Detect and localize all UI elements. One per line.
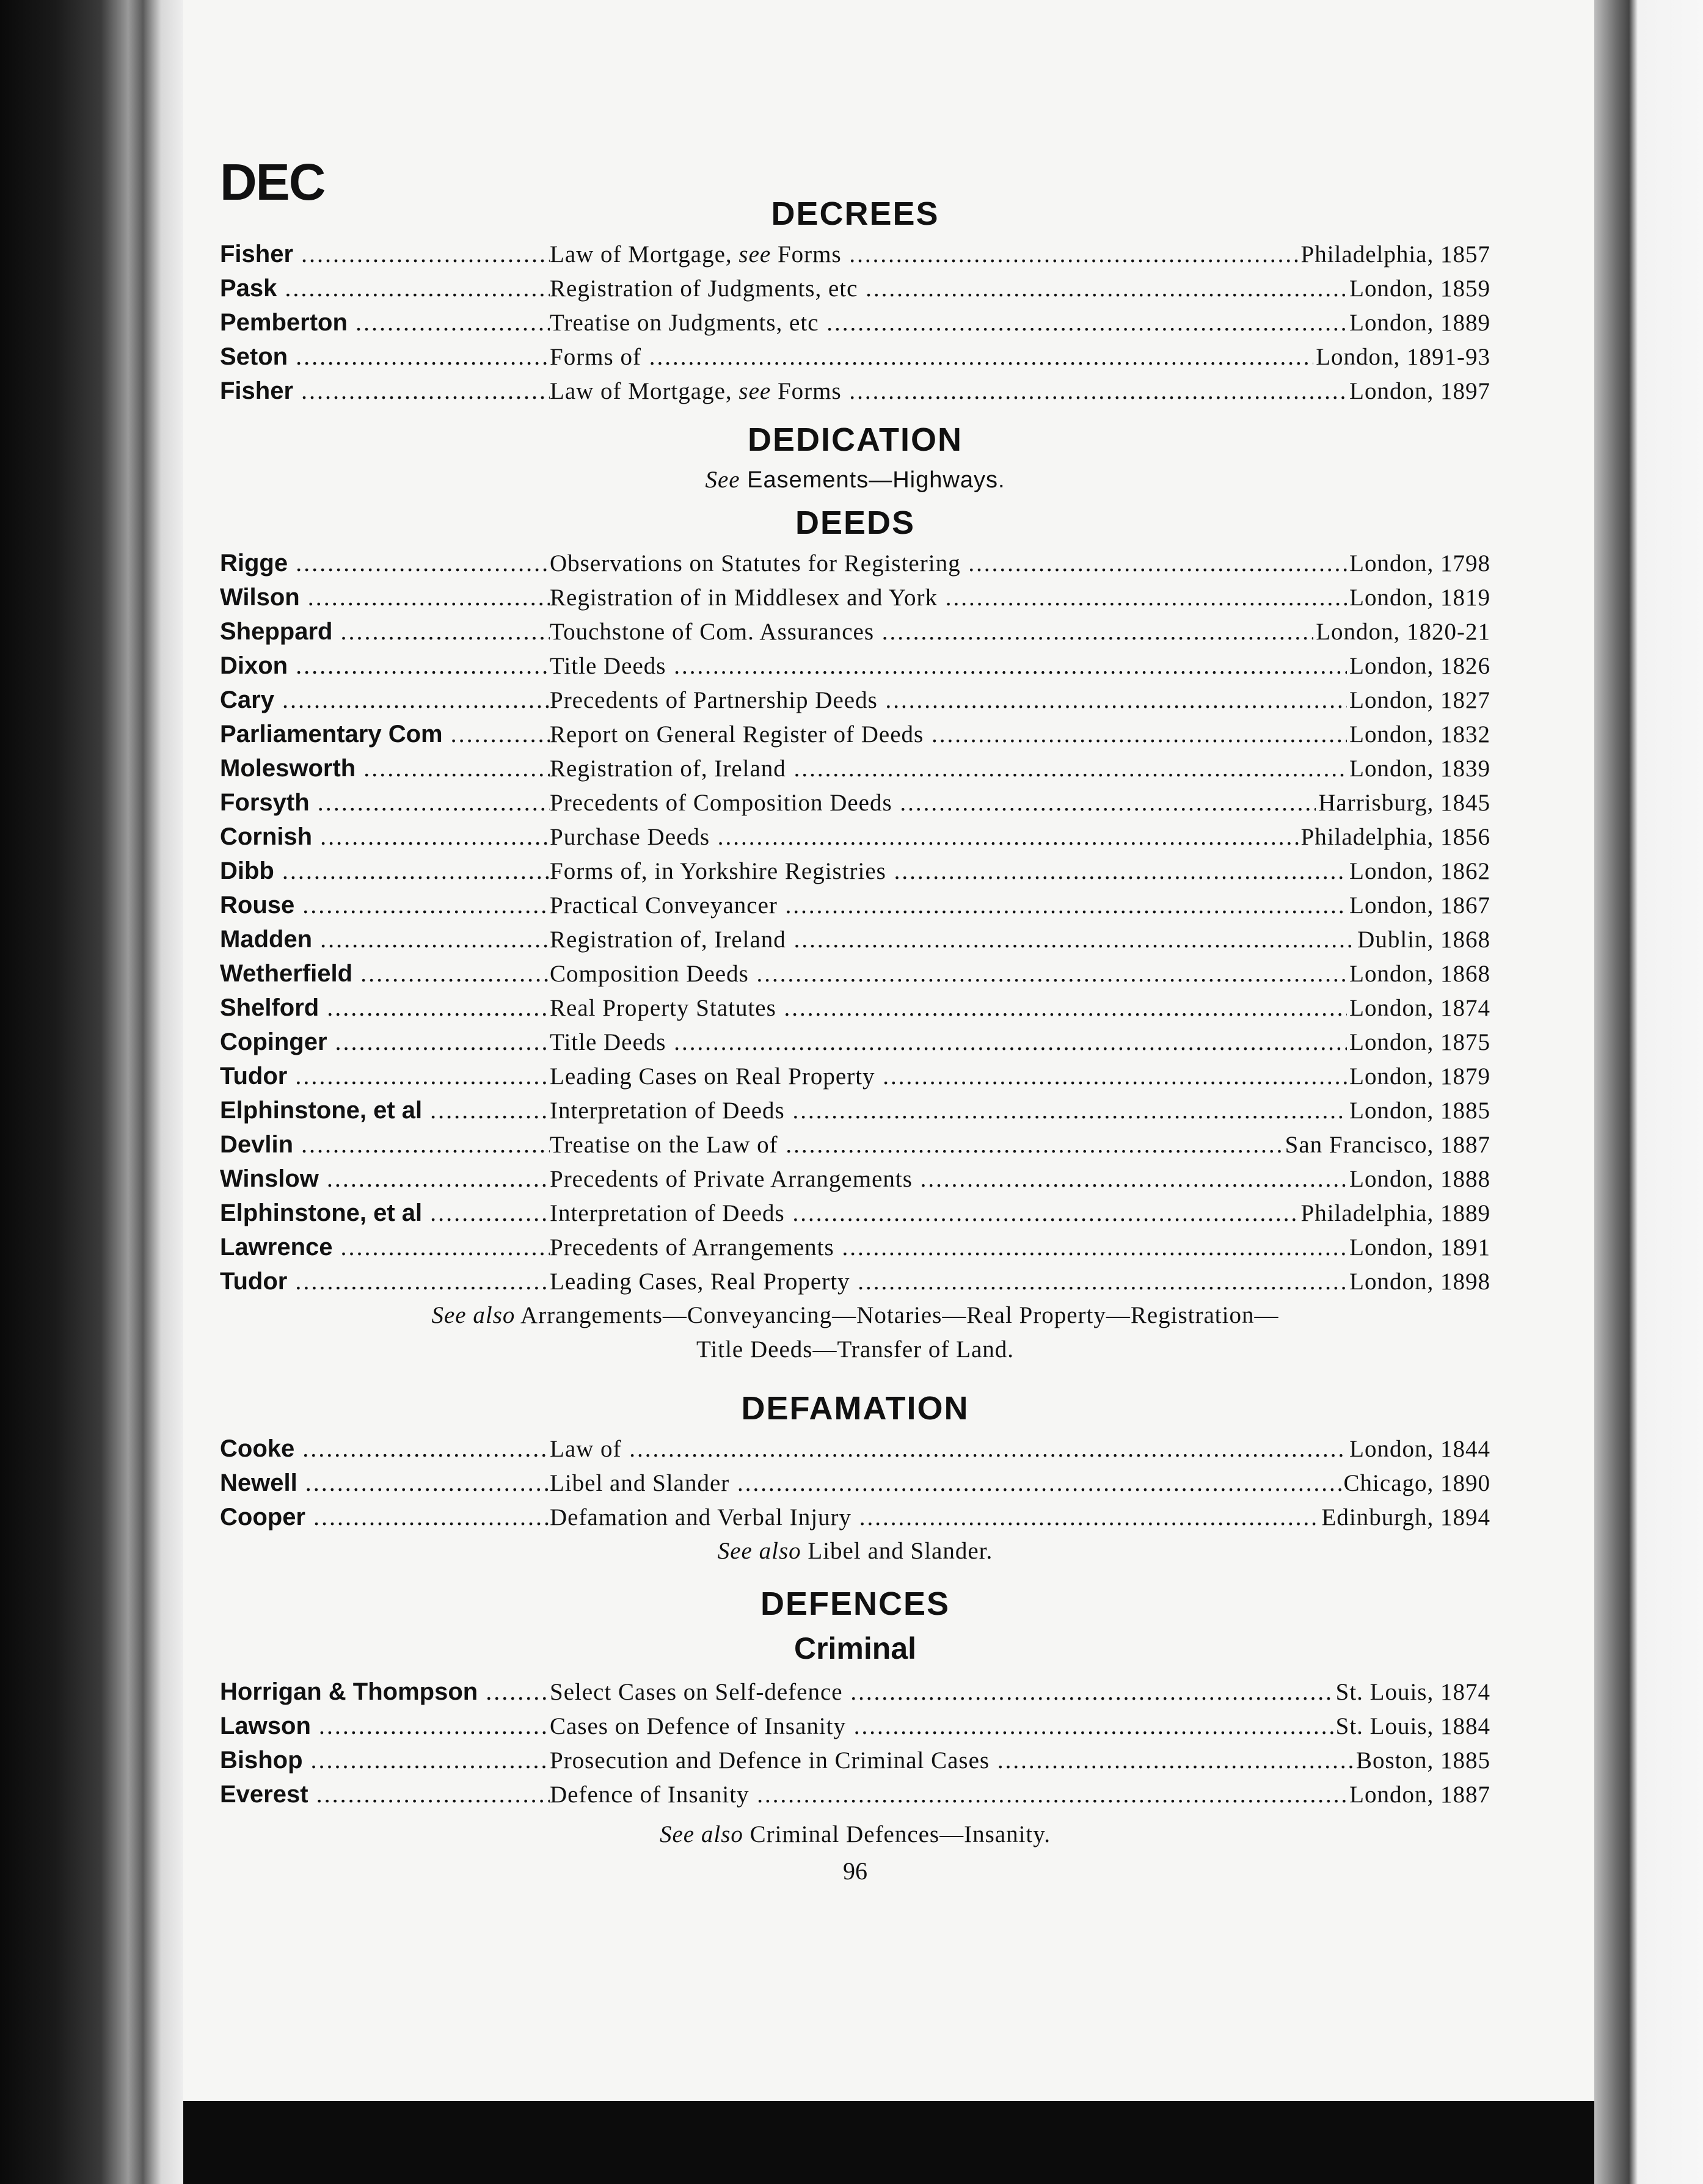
see-label: See also: [660, 1821, 743, 1847]
decrees-list: [220, 237, 1490, 408]
see-text: Arrangements—Conveyancing—Notaries—Real Property—Registration—: [515, 1302, 1279, 1328]
entry-title: Treatise on the Law of .....: [550, 1128, 1283, 1162]
entry-row: [220, 751, 1490, 785]
entry-row: [220, 546, 1490, 580]
entry-title: Precedents of Private Arrangements .....: [550, 1162, 1347, 1196]
entry-title: Practical Conveyancer .....: [550, 889, 1347, 923]
entry-title: Cases on Defence of Insanity .....: [550, 1709, 1333, 1744]
entry-author: Wilson .....: [220, 580, 550, 614]
entry-author: Cornish .....: [220, 820, 550, 854]
entry-row: [220, 1059, 1490, 1093]
see-label: See also: [717, 1538, 801, 1564]
entry-place-year: London, 1897: [1349, 378, 1490, 404]
entry-author: Seton .....: [220, 340, 550, 374]
entry-row: [220, 1025, 1490, 1059]
defamation-see: [220, 1534, 1490, 1568]
entry-place-year: London, 1844: [1349, 1436, 1490, 1462]
entry-author: Tudor .....: [220, 1059, 550, 1093]
section-title-dedication: DEDICATION: [748, 421, 963, 458]
entry-author: Molesworth .....: [220, 751, 550, 785]
see-text: Easements—Highways.: [740, 467, 1005, 493]
entry-author: Pask .....: [220, 271, 550, 305]
entry-title: Precedents of Arrangements .....: [550, 1231, 1347, 1265]
entry-author: Fisher .....: [220, 237, 550, 271]
page-content: [220, 153, 1490, 1888]
entry-title: Law of Mortgage, see Forms .....: [550, 238, 1299, 272]
entry-row: [220, 1743, 1490, 1777]
entry-place-year: London, 1867: [1349, 892, 1490, 919]
entry-place-year: London, 1827: [1349, 687, 1490, 713]
entry-place-year: London, 1879: [1349, 1063, 1490, 1090]
entry-place-year: London, 1862: [1349, 858, 1490, 884]
page-number: 96: [843, 1857, 867, 1885]
entry-title: Report on General Register of Deeds .....: [550, 718, 1347, 752]
entry-author: Shelford .....: [220, 991, 550, 1025]
entry-row: [220, 374, 1490, 408]
entry-place-year: London, 1820-21: [1316, 619, 1490, 645]
entry-title: Purchase Deeds .....: [550, 820, 1299, 854]
see-text: Libel and Slander.: [801, 1538, 993, 1564]
entry-title: Registration of, Ireland .....: [550, 752, 1347, 786]
entry-author: Cooke .....: [220, 1432, 550, 1466]
entry-place-year: London, 1891-93: [1316, 344, 1490, 370]
entry-author: Parliamentary Com .....: [220, 717, 550, 751]
entry-row: [220, 649, 1490, 683]
entry-place-year: London, 1819: [1349, 584, 1490, 611]
entry-author: Wetherfield .....: [220, 956, 550, 991]
defamation-list: [220, 1432, 1490, 1534]
entry-row: [220, 991, 1490, 1025]
entry-title: Leading Cases on Real Property .....: [550, 1060, 1347, 1094]
entry-title: Title Deeds .....: [550, 649, 1347, 683]
entry-place-year: Edinburgh, 1894: [1321, 1504, 1490, 1531]
entry-author: Dixon .....: [220, 649, 550, 683]
entry-place-year: Dublin, 1868: [1357, 926, 1490, 953]
entry-title: Registration of, Ireland .....: [550, 923, 1355, 957]
entry-row: [220, 1196, 1490, 1230]
entry-row: [220, 922, 1490, 956]
entry-row: [220, 305, 1490, 340]
entry-title: Leading Cases, Real Property .....: [550, 1265, 1347, 1299]
entry-row: [220, 1264, 1490, 1298]
entry-title: Select Cases on Self-defence .....: [550, 1675, 1333, 1709]
facing-page-edge: [1594, 0, 1703, 2184]
defences-see: [220, 1818, 1490, 1852]
book-spine-edge: [0, 0, 183, 2184]
entry-author: Elphinstone, et al .....: [220, 1093, 550, 1127]
entry-author: Tudor .....: [220, 1264, 550, 1298]
entry-place-year: St. Louis, 1884: [1335, 1713, 1490, 1739]
section-title-decrees: DECREES: [771, 195, 939, 232]
section-title-defamation: DEFAMATION: [741, 1390, 969, 1427]
entry-place-year: London, 1889: [1349, 310, 1490, 336]
entry-title: Real Property Statutes .....: [550, 991, 1347, 1025]
entry-title: Forms of .....: [550, 340, 1313, 374]
entry-place-year: London, 1885: [1349, 1097, 1490, 1124]
entry-place-year: Philadelphia, 1856: [1300, 824, 1490, 850]
entry-author: Dibb .....: [220, 854, 550, 888]
entry-place-year: London, 1798: [1349, 550, 1490, 577]
entry-title: Title Deeds .....: [550, 1025, 1347, 1060]
entry-author: Horrigan & Thompson .....: [220, 1675, 550, 1709]
entry-row: [220, 956, 1490, 991]
entry-author: Bishop .....: [220, 1743, 550, 1777]
entry-place-year: London, 1887: [1349, 1782, 1490, 1808]
entry-title: Libel and Slander .....: [550, 1466, 1341, 1501]
entry-author: Sheppard .....: [220, 614, 550, 649]
entry-title: Composition Deeds .....: [550, 957, 1347, 991]
entry-title: Precedents of Partnership Deeds .....: [550, 683, 1347, 718]
entry-row: [220, 1777, 1490, 1811]
entry-row: [220, 1127, 1490, 1162]
entry-place-year: London, 1875: [1349, 1029, 1490, 1055]
entry-title: Law of .....: [550, 1432, 1347, 1466]
entry-place-year: London, 1839: [1349, 755, 1490, 782]
entry-row: [220, 580, 1490, 614]
entry-title: Defamation and Verbal Injury .....: [550, 1501, 1319, 1535]
entry-title: Law of Mortgage, see Forms .....: [550, 374, 1347, 409]
entry-title: Touchstone of Com. Assurances .....: [550, 615, 1313, 649]
entry-place-year: Philadelphia, 1889: [1300, 1200, 1490, 1226]
entry-author: Lawson .....: [220, 1709, 550, 1743]
entry-title: Prosecution and Defence in Criminal Cases .....: [550, 1744, 1354, 1778]
see-label: See: [705, 467, 740, 493]
entry-author: Winslow .....: [220, 1162, 550, 1196]
entry-author: Cary .....: [220, 683, 550, 717]
entry-place-year: Harrisburg, 1845: [1318, 790, 1490, 816]
entry-row: [220, 1675, 1490, 1709]
entry-row: [220, 1093, 1490, 1127]
entry-author: Cooper .....: [220, 1500, 550, 1534]
entry-author: Copinger .....: [220, 1025, 550, 1059]
entry-row: [220, 1500, 1490, 1534]
entry-place-year: London, 1888: [1349, 1166, 1490, 1192]
entry-title: Observations on Statutes for Registering .....: [550, 547, 1347, 581]
entry-title: Forms of, in Yorkshire Registries .....: [550, 854, 1347, 889]
entry-row: [220, 1432, 1490, 1466]
entry-place-year: London, 1898: [1349, 1269, 1490, 1295]
entry-author: Fisher .....: [220, 374, 550, 408]
dedication-see: [220, 463, 1490, 497]
deeds-see-line-1: [220, 1298, 1490, 1333]
section-subtitle-criminal: Criminal: [793, 1631, 917, 1665]
entry-place-year: London, 1891: [1349, 1234, 1490, 1261]
entry-place-year: San Francisco, 1887: [1285, 1132, 1490, 1158]
entry-title: Precedents of Composition Deeds .....: [550, 786, 1316, 820]
deeds-list: [220, 546, 1490, 1298]
entry-author: Madden .....: [220, 922, 550, 956]
entry-place-year: St. Louis, 1874: [1335, 1679, 1490, 1705]
entry-place-year: London, 1826: [1349, 653, 1490, 679]
entry-place-year: London, 1874: [1349, 995, 1490, 1021]
see-label: See also: [431, 1302, 516, 1328]
entry-author: Devlin .....: [220, 1127, 550, 1162]
entry-place-year: Chicago, 1890: [1343, 1470, 1490, 1496]
section-title-deeds: DEEDS: [795, 504, 916, 541]
entry-row: [220, 237, 1490, 271]
entry-place-year: Philadelphia, 1857: [1300, 241, 1490, 268]
entry-row: [220, 340, 1490, 374]
entry-row: [220, 614, 1490, 649]
entry-row: [220, 271, 1490, 305]
entry-row: [220, 1709, 1490, 1743]
entry-row: [220, 785, 1490, 820]
entry-place-year: London, 1859: [1349, 275, 1490, 302]
entry-title: Interpretation of Deeds .....: [550, 1196, 1299, 1231]
entry-row: [220, 717, 1490, 751]
entry-author: Newell .....: [220, 1466, 550, 1500]
entry-author: Forsyth .....: [220, 785, 550, 820]
entry-author: Everest .....: [220, 1777, 550, 1811]
entry-author: Lawrence .....: [220, 1230, 550, 1264]
entry-author: Elphinstone, et al .....: [220, 1196, 550, 1230]
entry-title: Registration of Judgments, etc .....: [550, 272, 1347, 306]
entry-title: Registration of in Middlesex and York .....: [550, 581, 1347, 615]
entry-author: Rigge .....: [220, 546, 550, 580]
entry-title: Interpretation of Deeds .....: [550, 1094, 1347, 1128]
entry-row: [220, 1162, 1490, 1196]
entry-author: Rouse .....: [220, 888, 550, 922]
guide-word: DEC: [220, 153, 325, 211]
entry-place-year: Boston, 1885: [1355, 1747, 1490, 1774]
entry-row: [220, 1466, 1490, 1500]
entry-author: Pemberton .....: [220, 305, 550, 340]
section-title-defences: DEFENCES: [760, 1585, 950, 1622]
see-text: Criminal Defences—Insanity.: [743, 1821, 1051, 1847]
entry-title: Defence of Insanity .....: [550, 1778, 1347, 1812]
defences-list: [220, 1675, 1490, 1811]
entry-row: [220, 820, 1490, 854]
entry-place-year: London, 1868: [1349, 961, 1490, 987]
entry-row: [220, 1230, 1490, 1264]
entry-row: [220, 854, 1490, 888]
bottom-scan-border: [183, 2101, 1594, 2184]
entry-place-year: London, 1832: [1349, 721, 1490, 748]
entry-title: Treatise on Judgments, etc .....: [550, 306, 1347, 340]
entry-row: [220, 683, 1490, 717]
entry-row: [220, 888, 1490, 922]
deeds-see-line-2: Title Deeds—Transfer of Land.: [696, 1336, 1015, 1363]
